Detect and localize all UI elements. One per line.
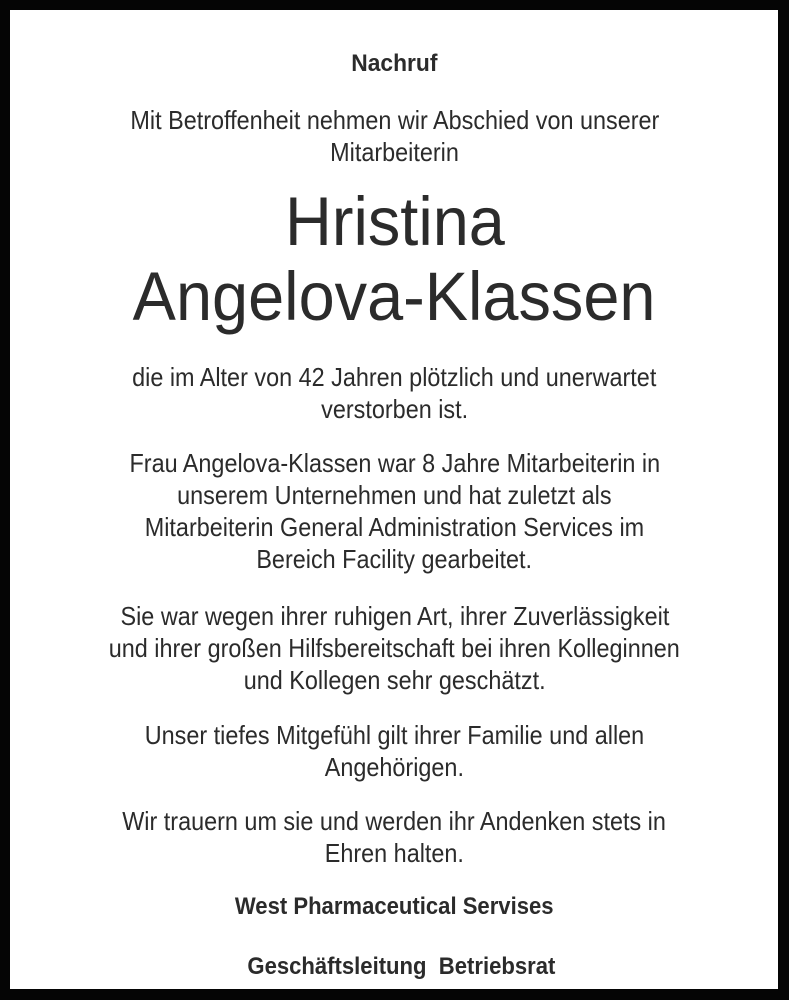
paragraph-text: und ihrer großen Hilfsbereitschaft bei ihren Kolleginnen <box>108 633 681 663</box>
paragraph-text: Sie war wegen ihrer ruhigen Art, ihrer Zuverlässigkeit <box>120 601 669 631</box>
paragraph-text: Unser tiefes Mitgefühl gilt ihrer Familie und allen <box>144 720 645 750</box>
paragraph-text: Ehren halten. <box>324 838 465 868</box>
paragraph-career-line-4 <box>0 543 789 575</box>
company-name: West Pharmaceutical Servises <box>235 893 554 920</box>
paragraph-character-line-2 <box>0 632 789 664</box>
deceased-last-name <box>0 259 789 335</box>
notice-title-text: Nachruf <box>351 50 438 77</box>
signature-company <box>0 892 789 922</box>
paragraph-career-line-3 <box>0 511 789 543</box>
paragraph-mourning-line-2 <box>0 837 789 869</box>
paragraph-condolence-line-2 <box>0 751 789 783</box>
paragraph-text: und Kollegen sehr geschätzt. <box>243 665 546 695</box>
paragraph-text: Bereich Facility gearbeitet. <box>256 544 533 574</box>
paragraph-career-line-1 <box>0 447 789 479</box>
notice-title <box>0 49 789 79</box>
paragraph-text: unserem Unternehmen und hat zuletzt als <box>177 480 612 510</box>
signature-signers <box>0 922 789 982</box>
intro-line-2 <box>0 136 789 168</box>
paragraph-text: Wir trauern um sie und werden ihr Andenken stets in <box>122 806 667 836</box>
paragraph-text: Mitarbeiterin General Administration Services im <box>144 512 645 542</box>
paragraph-career-line-2 <box>0 479 789 511</box>
paragraph-character-line-1 <box>0 600 789 632</box>
paragraph-text: Frau Angelova-Klassen war 8 Jahre Mitarbeiterin in <box>129 448 660 478</box>
paragraph-mourning-line-1 <box>0 805 789 837</box>
intro-line-1 <box>0 104 789 136</box>
intro-text-2: Mitarbeiterin <box>330 137 459 167</box>
paragraph-age-line-1 <box>0 361 789 393</box>
first-name-text: Hristina <box>284 183 505 260</box>
paragraph-age-line-2 <box>0 393 789 425</box>
signers-text: Geschäftsleitung Betriebsrat <box>247 953 556 980</box>
paragraph-text: Angehörigen. <box>324 752 465 782</box>
deceased-first-name <box>0 184 789 260</box>
last-name-text: Angelova-Klassen <box>133 258 656 335</box>
paragraph-character-line-3 <box>0 664 789 696</box>
paragraph-condolence-line-1 <box>0 719 789 751</box>
intro-text-1: Mit Betroffenheit nehmen wir Abschied von unserer <box>130 105 659 135</box>
paragraph-text: verstorben ist. <box>321 394 468 424</box>
paragraph-text: die im Alter von 42 Jahren plötzlich und unerwartet <box>132 362 657 392</box>
